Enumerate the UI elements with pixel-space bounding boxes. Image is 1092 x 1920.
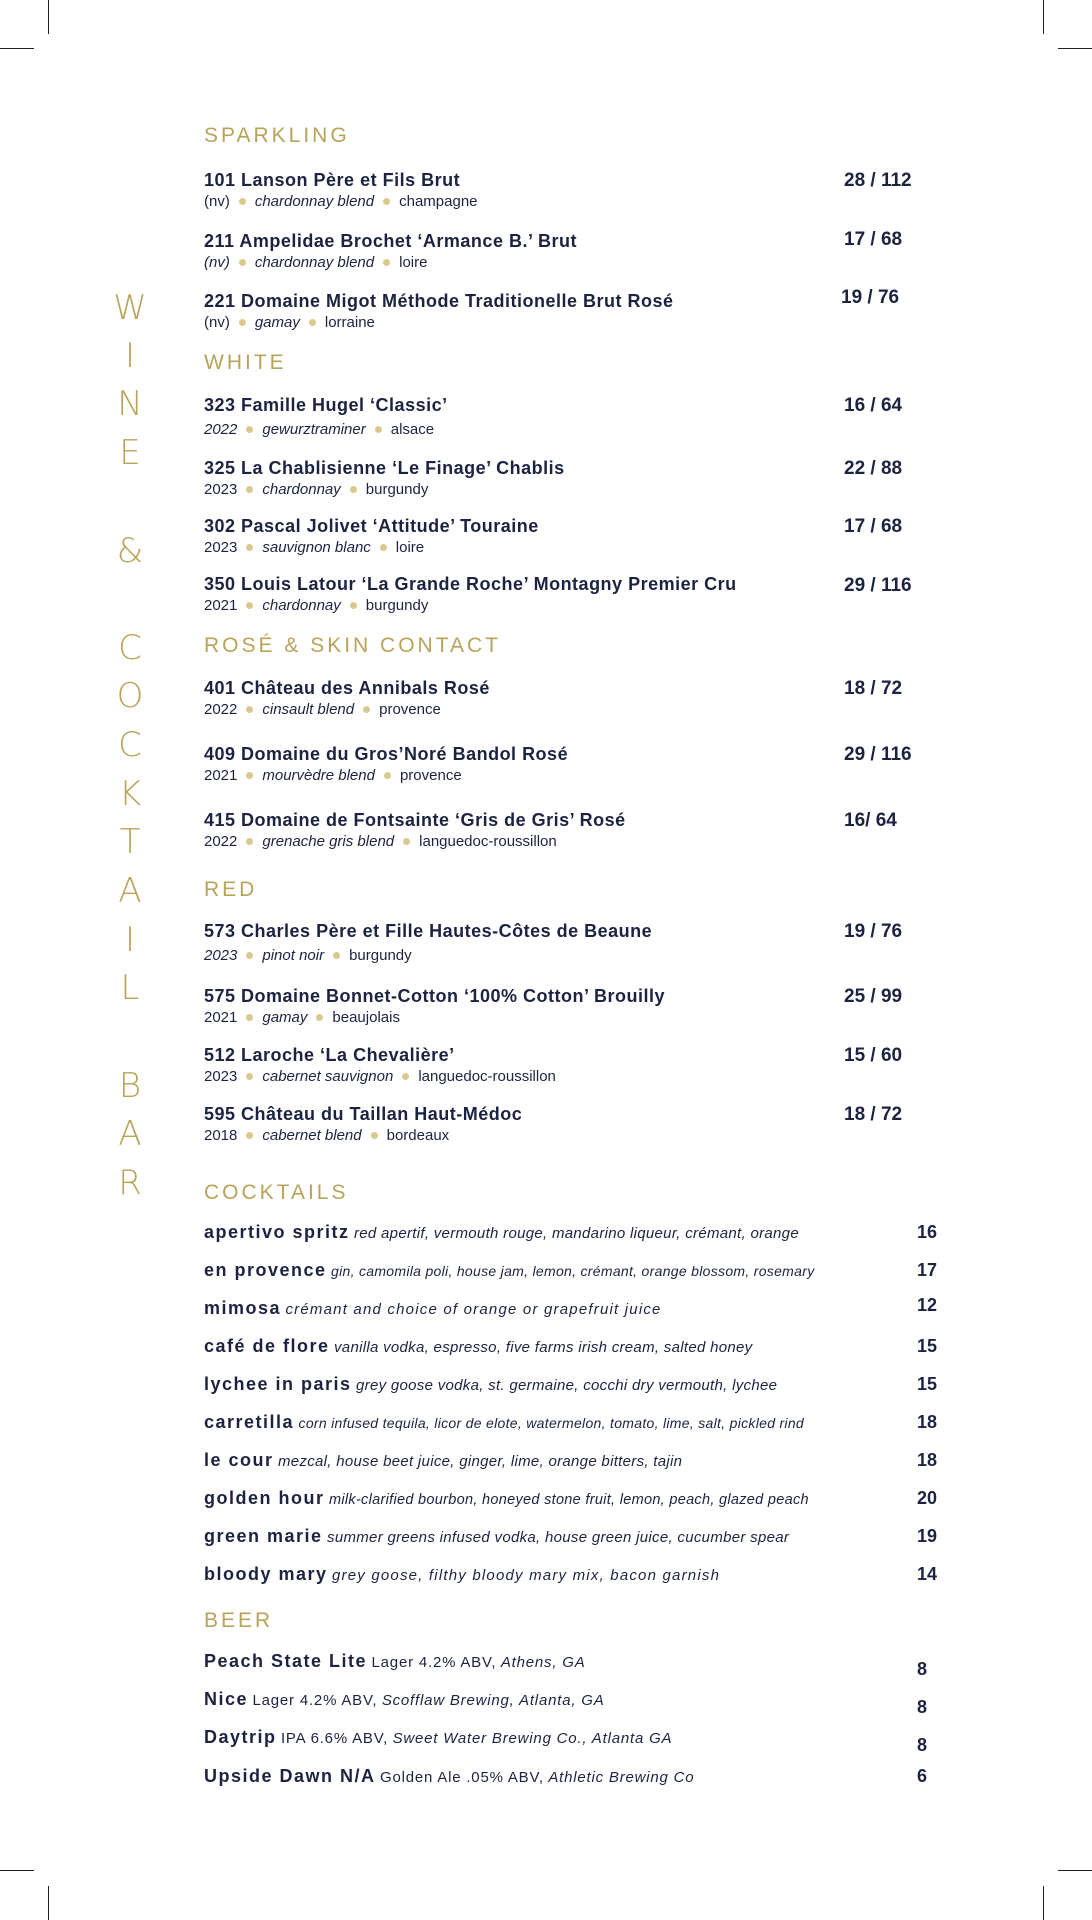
vertical-letter: L: [120, 968, 140, 1008]
vertical-letter: C: [118, 725, 142, 765]
cocktail-item: [204, 1412, 964, 1433]
beer-price: 8: [917, 1659, 928, 1679]
wine-name: 221 Domaine Migot Méthode Traditionelle Brut Rosé: [204, 291, 674, 311]
beer-item: [204, 1651, 964, 1679]
wine-grape: grenache gris blend: [262, 833, 395, 850]
wine-name: 302 Pascal Jolivet ‘Attitude’ Touraine: [204, 516, 539, 536]
wine-item: [204, 810, 964, 850]
wine-item: [204, 1045, 964, 1085]
section-heading: RED: [204, 878, 258, 901]
beer-name: Daytrip: [204, 1727, 277, 1747]
vertical-letter: I: [124, 336, 136, 376]
beer-item: [204, 1689, 964, 1717]
wine-price: 16 / 64: [844, 395, 903, 416]
cocktail-description: gin, camomila poli, house jam, lemon, crémant, orange blossom, rosemary: [331, 1263, 815, 1279]
vertical-letter: N: [117, 384, 143, 424]
vertical-letter: T: [119, 822, 141, 862]
cocktail-item: [204, 1488, 964, 1509]
cocktail-name: lychee in paris: [204, 1374, 352, 1394]
wine-region: burgundy: [365, 597, 429, 614]
beer-style: Golden Ale .05% ABV,: [379, 1769, 544, 1786]
wine-year: 2022: [204, 833, 238, 850]
cocktail-name: carretilla: [204, 1412, 295, 1432]
wine-name: 409 Domaine du Gros’Noré Bandol Rosé: [204, 744, 569, 764]
vertical-letter: O: [116, 676, 144, 716]
cocktail-item: [204, 1260, 964, 1281]
wine-item: [204, 574, 964, 614]
wine-region: beaujolais: [332, 1009, 400, 1026]
wine-item: [204, 744, 964, 784]
cocktail-price: 17: [917, 1260, 938, 1280]
wine-region: languedoc-roussillon: [419, 833, 557, 850]
cocktail-name: en provence: [204, 1260, 327, 1280]
wine-item: [204, 1104, 964, 1144]
section-heading: BEER: [204, 1609, 274, 1632]
wine-name: 415 Domaine de Fontsainte ‘Gris de Gris’ Rosé: [204, 810, 626, 830]
beer-name: Upside Dawn N/A: [204, 1766, 376, 1786]
cocktail-name: café de flore: [204, 1336, 330, 1356]
wine-price: 16/ 64: [844, 810, 897, 831]
cocktail-description: grey goose vodka, st. germaine, cocchi dry vermouth, lychee: [356, 1377, 778, 1394]
wine-name: 211 Ampelidae Brochet ‘Armance B.’ Brut: [204, 231, 577, 251]
wine-year: 2023: [204, 539, 238, 556]
wine-grape: chardonnay blend: [254, 254, 375, 271]
wine-grape: gamay: [262, 1009, 308, 1026]
wine-grape: cinsault blend: [262, 701, 355, 718]
crop-mark: [48, 1886, 49, 1920]
cocktail-item: [204, 1564, 964, 1585]
cocktail-description: vanilla vodka, espresso, five farms irish cream, salted honey: [334, 1339, 753, 1356]
crop-mark: [0, 1870, 34, 1871]
wine-grape: gewurztraminer: [262, 421, 366, 438]
cocktail-price: 15: [917, 1336, 938, 1356]
cocktail-name: bloody mary: [204, 1564, 328, 1584]
beer-style: IPA 6.6% ABV,: [280, 1730, 389, 1747]
crop-mark: [1058, 1870, 1092, 1871]
wine-name: 575 Domaine Bonnet-Cotton ‘100% Cotton’ Brouilly: [204, 986, 666, 1006]
wine-name: 512 Laroche ‘La Chevalière’: [204, 1045, 455, 1065]
vertical-letter: E: [119, 433, 141, 473]
wine-region: provence: [399, 767, 462, 784]
wine-region: loire: [395, 539, 425, 556]
wine-name: 595 Château du Taillan Haut-Médoc: [204, 1104, 523, 1124]
wine-name: 401 Château des Annibals Rosé: [204, 678, 490, 698]
wine-grape: cabernet blend: [262, 1127, 362, 1144]
cocktail-description: crémant and choice of orange or grapefruit juice: [285, 1301, 662, 1318]
cocktail-description: grey goose, filthy bloody mary mix, bacon garnish: [331, 1567, 721, 1584]
wine-region: burgundy: [365, 481, 429, 498]
section-heading: ROSÉ & SKIN CONTACT: [204, 634, 501, 657]
cocktail-item: [204, 1450, 964, 1471]
cocktail-price: 14: [917, 1564, 938, 1584]
wine-year: 2018: [204, 1127, 238, 1144]
wine-item: [204, 395, 964, 438]
vertical-letter: I: [124, 920, 136, 960]
cocktail-description: red apertif, vermouth rouge, mandarino liqueur, crémant, orange: [353, 1225, 799, 1242]
wine-name: 573 Charles Père et Fille Hautes-Côtes de Beaune: [204, 921, 653, 941]
wine-grape: chardonnay: [262, 597, 341, 614]
cocktail-name: green marie: [204, 1526, 323, 1546]
cocktail-price: 18: [917, 1450, 938, 1470]
cocktail-name: le cour: [204, 1450, 274, 1470]
vertical-letter: C: [118, 628, 142, 668]
wine-price: 17 / 68: [844, 229, 903, 250]
beer-brewery: Scofflaw Brewing, Atlanta, GA: [381, 1692, 605, 1709]
crop-mark: [1043, 0, 1044, 34]
wine-grape: chardonnay blend: [254, 193, 375, 210]
wine-name: 323 Famille Hugel ‘Classic’: [204, 395, 448, 415]
cocktail-description: mezcal, house beet juice, ginger, lime, orange bitters, tajin: [277, 1453, 683, 1470]
wine-region: languedoc-roussillon: [418, 1068, 556, 1085]
wine-price: 25 / 99: [844, 986, 903, 1007]
vertical-letter: W: [113, 288, 147, 328]
crop-mark: [1058, 48, 1092, 49]
wine-grape: sauvignon blanc: [262, 539, 371, 556]
section-heading: SPARKLING: [204, 124, 350, 147]
wine-year: 2022: [204, 421, 238, 438]
wine-year: 2023: [204, 947, 238, 964]
vertical-letter: K: [118, 774, 142, 814]
beer-item: [204, 1727, 964, 1755]
cocktail-price: 19: [917, 1526, 938, 1546]
wine-item: [204, 678, 964, 718]
wine-price: 17 / 68: [844, 516, 903, 537]
cocktail-description: corn infused tequila, licor de elote, watermelon, tomato, lime, salt, pickled rind: [298, 1415, 805, 1431]
cocktail-item: [204, 1526, 964, 1547]
cocktail-description: summer greens infused vodka, house green juice, cucumber spear: [327, 1529, 790, 1546]
beer-item: [204, 1766, 964, 1787]
wine-region: alsace: [390, 421, 435, 438]
wine-price: 15 / 60: [844, 1045, 903, 1066]
beer-name: Nice: [204, 1689, 249, 1709]
wine-item: [204, 287, 964, 331]
cocktail-item: [204, 1295, 964, 1319]
wine-year: 2021: [204, 767, 238, 784]
beer-brewery: Athletic Brewing Co: [548, 1769, 695, 1786]
vertical-letter: B: [118, 1066, 142, 1106]
wine-item: [204, 516, 964, 556]
wine-price: 28 / 112: [844, 170, 912, 191]
vertical-letter: &: [116, 531, 144, 571]
wine-region: bordeaux: [386, 1127, 450, 1144]
beer-price: 8: [917, 1697, 928, 1717]
wine-item: [204, 921, 964, 964]
wine-price: 29 / 116: [844, 575, 912, 596]
wine-grape: mourvèdre blend: [262, 767, 375, 784]
beer-price: 8: [917, 1735, 928, 1755]
wine-region: lorraine: [324, 314, 375, 331]
wine-year: (nv): [204, 314, 230, 331]
wine-year: (nv): [204, 254, 230, 271]
wine-grape: pinot noir: [262, 947, 325, 964]
cocktail-name: mimosa: [204, 1298, 282, 1318]
beer-brewery: Athens, GA: [500, 1654, 586, 1671]
wine-region: loire: [399, 254, 428, 271]
cocktail-description: milk-clarified bourbon, honeyed stone fruit, lemon, peach, glazed peach: [328, 1492, 809, 1508]
crop-mark: [0, 48, 34, 49]
beer-brewery: Sweet Water Brewing Co., Atlanta GA: [392, 1730, 673, 1747]
wine-price: 22 / 88: [844, 458, 903, 479]
wine-year: (nv): [204, 193, 230, 210]
beer-style: Lager 4.2% ABV,: [371, 1654, 497, 1671]
wine-name: 325 La Chablisienne ‘Le Finage’ Chablis: [204, 458, 565, 478]
wine-year: 2023: [204, 1068, 238, 1085]
wine-region: burgundy: [349, 947, 412, 964]
vertical-letter: A: [118, 871, 142, 911]
vertical-letter: R: [118, 1163, 142, 1203]
wine-year: 2021: [204, 597, 238, 614]
wine-grape: gamay: [254, 314, 300, 331]
wine-price: 29 / 116: [844, 744, 912, 765]
wine-year: 2023: [204, 481, 238, 498]
wine-year: 2021: [204, 1009, 238, 1026]
wine-price: 19 / 76: [841, 287, 900, 308]
wine-item: [204, 458, 964, 498]
cocktail-price: 15: [917, 1374, 938, 1394]
cocktail-price: 18: [917, 1412, 938, 1432]
wine-name: 101 Lanson Père et Fils Brut: [204, 170, 461, 190]
beer-name: Peach State Lite: [204, 1651, 368, 1671]
wine-grape: cabernet sauvignon: [262, 1068, 394, 1085]
wine-region: provence: [379, 701, 441, 718]
cocktail-item: [204, 1374, 964, 1395]
cocktail-item: [204, 1336, 964, 1357]
wine-item: [204, 986, 964, 1026]
beer-price: 6: [917, 1766, 928, 1786]
cocktail-name: apertivo spritz: [204, 1222, 350, 1242]
vertical-letter: A: [118, 1114, 142, 1154]
cocktail-price: 16: [917, 1222, 938, 1242]
crop-mark: [48, 0, 49, 34]
wine-year: 2022: [204, 701, 238, 718]
cocktail-name: golden hour: [204, 1488, 325, 1508]
section-heading: COCKTAILS: [204, 1181, 349, 1204]
wine-region: champagne: [399, 193, 478, 210]
beer-style: Lager 4.2% ABV,: [252, 1692, 378, 1709]
wine-name: 350 Louis Latour ‘La Grande Roche’ Montagny Premier Cru: [204, 574, 737, 594]
wine-item: [204, 231, 964, 271]
cocktail-price: 20: [917, 1488, 938, 1508]
wine-price: 19 / 76: [844, 921, 903, 942]
wine-price: 18 / 72: [844, 1104, 903, 1125]
wine-price: 18 / 72: [844, 678, 903, 699]
wine-item: [204, 170, 964, 210]
section-heading: WHITE: [204, 351, 287, 374]
cocktail-item: [204, 1222, 964, 1243]
cocktail-price: 12: [917, 1295, 938, 1315]
crop-mark: [1043, 1886, 1044, 1920]
wine-grape: chardonnay: [262, 481, 341, 498]
